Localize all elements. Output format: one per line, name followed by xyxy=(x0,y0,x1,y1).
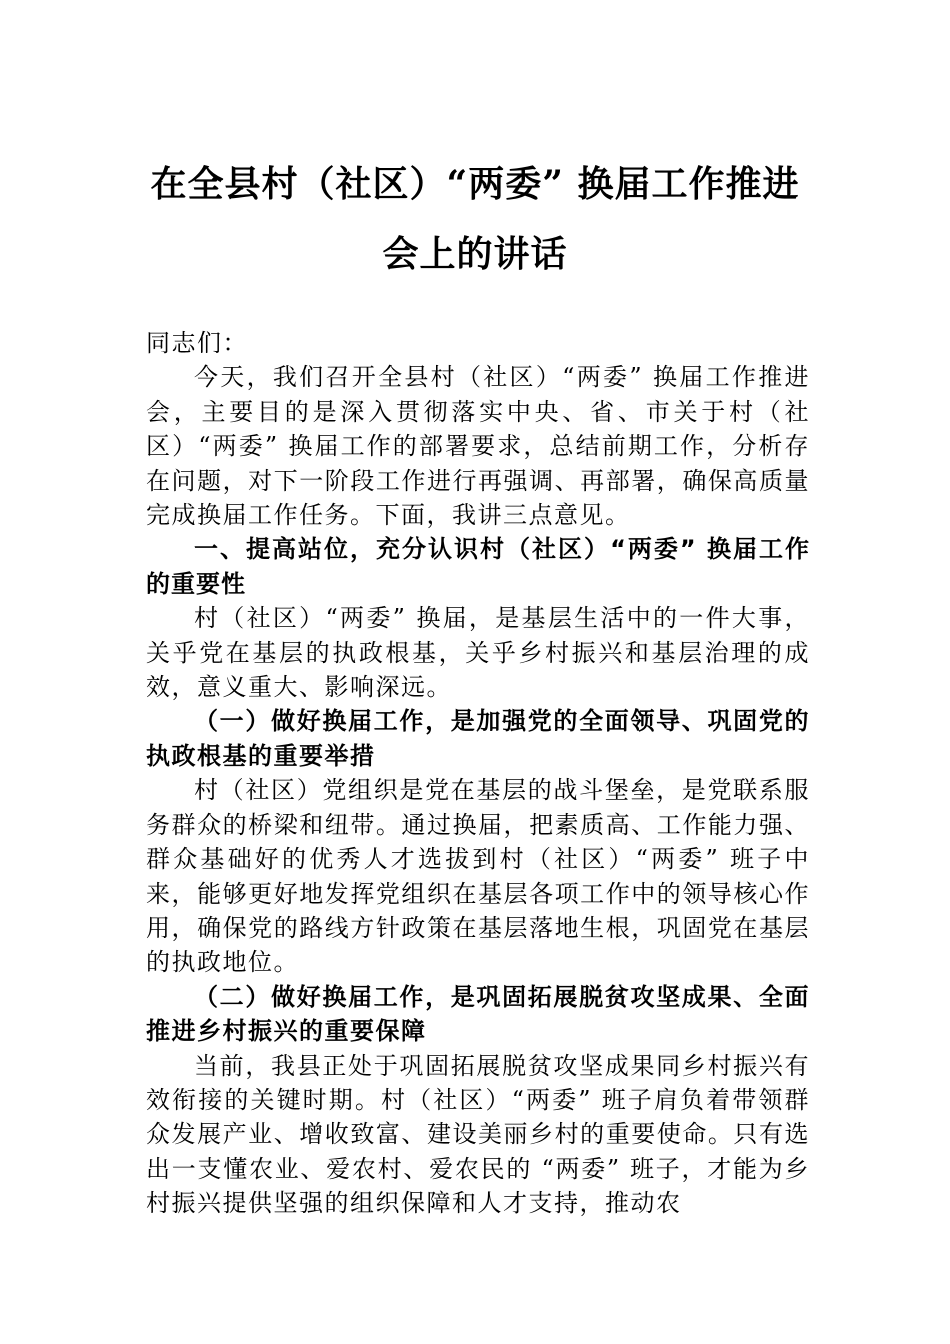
section-1-heading: 一、提高站位，充分认识村（社区）“两委” 换届工作的重要性 xyxy=(146,535,810,598)
document-title-line-2: 会上的讲话 xyxy=(382,233,568,275)
subsection-2-heading: （二）做好换届工作，是巩固拓展脱贫攻坚成果、全面推进乡村振兴的重要保障 xyxy=(146,981,810,1046)
section-1-paragraph: 村（社区）“两委” 换届，是基层生活中的一件大事，关乎党在基层的执政根基，关乎乡村振兴和基层治理的成效，意义重大、影响深远。 xyxy=(146,604,810,702)
subsection-2-paragraph: 当前，我县正处于巩固拓展脱贫攻坚成果同乡村振兴有效衔接的关键时期。村（社区）“两委” 班子肩负着带领群众发展产业、增收致富、建设美丽乡村的重要使命。只有选出一支懂农业、爱农村、爱农民的 “两委” 班子，才能为乡村振兴提供坚强的组织保障和人才支持，推动农 xyxy=(146,1051,810,1218)
subsection-1-paragraph: 村（社区）党组织是党在基层的战斗堡垒，是党联系服务群众的桥梁和纽带。通过换届，把素质高、工作能力强、群众基础好的优秀人才选拔到村（社区）“两委” 班子中来，能够更好地发挥党组织在基层各项工作中的领导核心作用，确保党的路线方针政策在基层落地生根，巩固党在基层的执政地位。 xyxy=(146,776,810,977)
subsection-1-heading: （一）做好换届工作，是加强党的全面领导、巩固党的执政根基的重要举措 xyxy=(146,706,810,770)
document-body xyxy=(146,326,810,1221)
intro-paragraph: 今天，我们召开全县村（社区）“两委” 换届工作推进会，主要目的是深入贯彻落实中央、省、市关于村（社区）“两委” 换届工作的部署要求，总结前期工作，分析存在问题，对下一阶段工作进行再强调、再部署，确保高质量完成换届工作任务。下面，我讲三点意见。 xyxy=(146,363,810,530)
document-title-line-1: 在全县村（社区）“两委” 换届工作推进 xyxy=(150,163,800,205)
salutation: 同志们： xyxy=(146,329,248,357)
